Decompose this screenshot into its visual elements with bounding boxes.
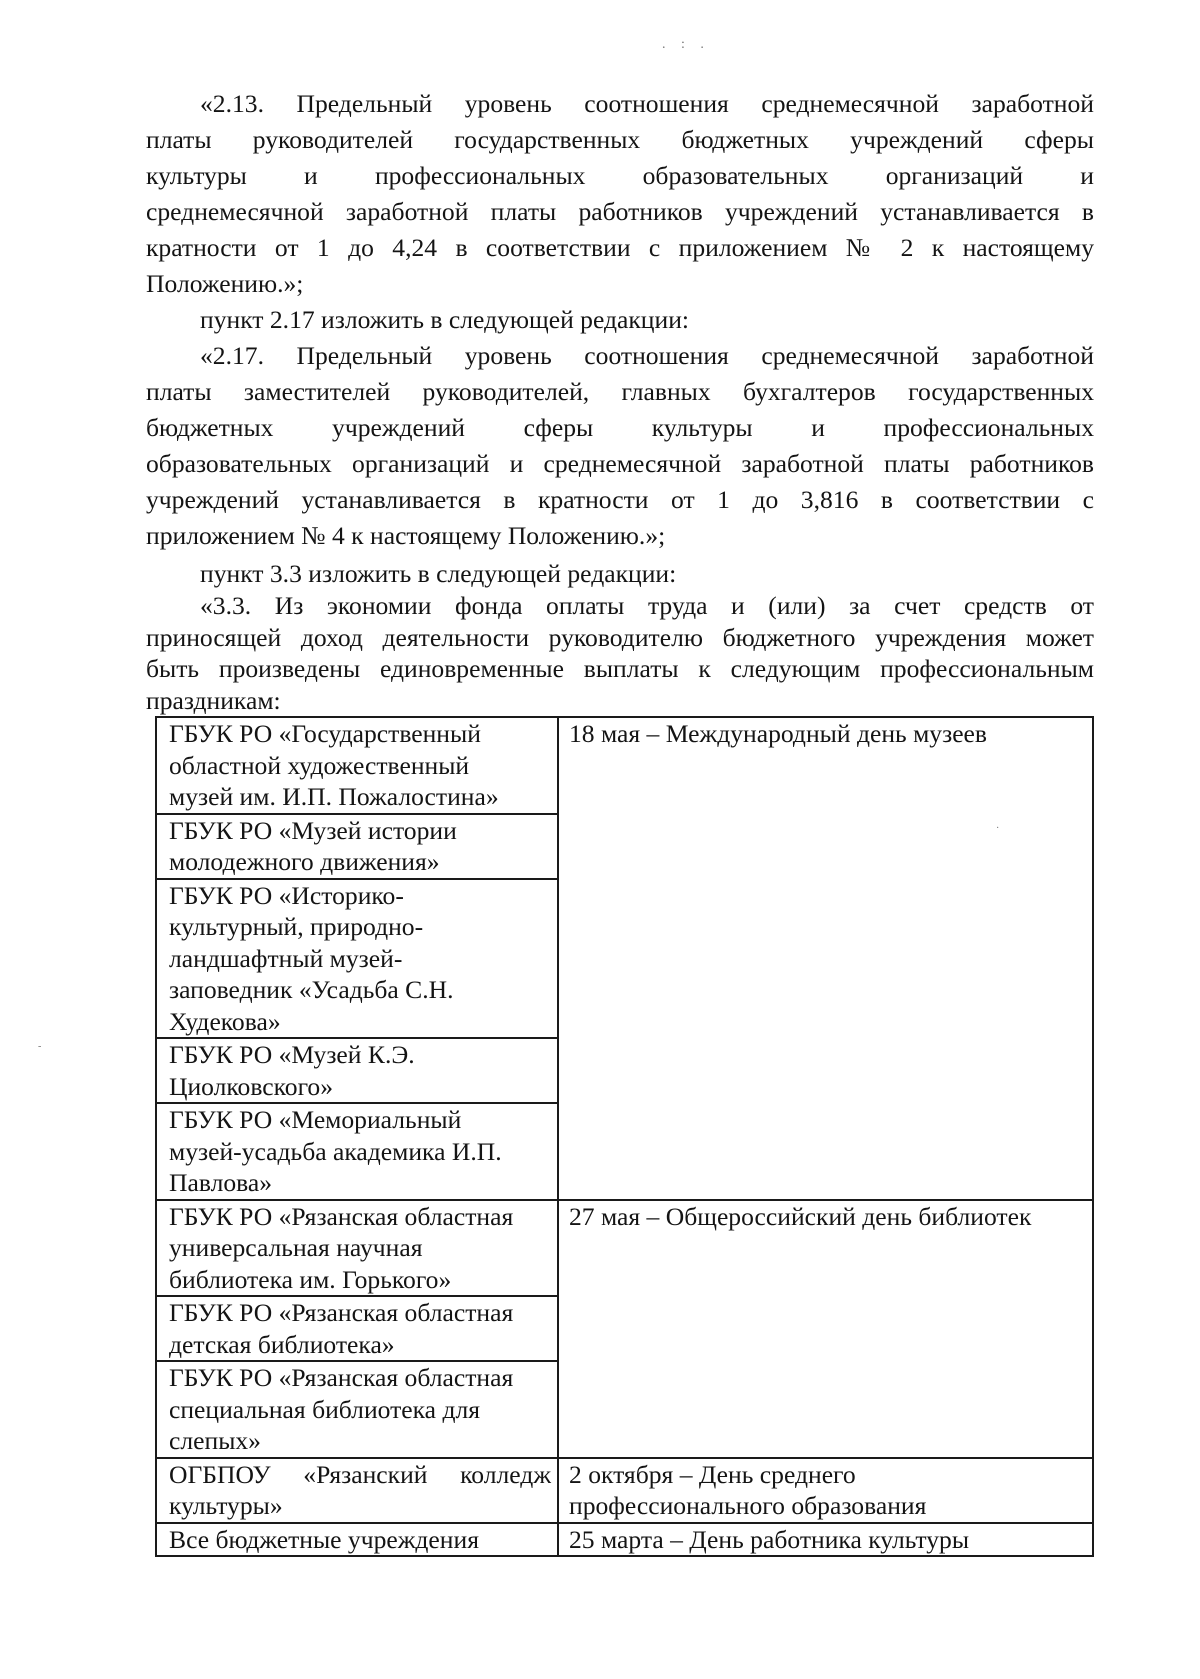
- paragraph-2-13: [146, 86, 1094, 302]
- paragraph-3-3: [146, 590, 1094, 716]
- paragraph-2-17-line: образовательных организаций и среднемесячной заработной платы работников: [146, 449, 1094, 478]
- org-cell: ГБУК РО «Государственный областной художественный музей им. И.П. Пожалостина»: [156, 717, 558, 814]
- paragraph-2-13-line: кратности от 1 до 4,24 в соответствии с приложением № 2 к настоящему: [146, 233, 1094, 262]
- intro-3-3: [146, 558, 1094, 590]
- paragraph-2-17-line: «2.17. Предельный уровень соотношения среднемесячной заработной: [200, 341, 1094, 370]
- holiday-cell: 18 мая – Международный день музеев: [558, 717, 1093, 1200]
- scan-speck-table: ·: [996, 823, 1006, 834]
- paragraph-2-13-line: среднемесячной заработной платы работников учреждений устанавливается в: [146, 197, 1094, 226]
- intro-2-17: [146, 302, 1094, 338]
- paragraph-2-13-line: культуры и профессиональных образовательных организаций и: [146, 161, 1094, 190]
- org-cell: Все бюджетные учреждения: [156, 1523, 558, 1557]
- paragraph-2-13-line: «2.13. Предельный уровень соотношения среднемесячной заработной: [200, 89, 1094, 118]
- org-cell: ГБУК РО «Рязанская областная детская библиотека»: [156, 1296, 558, 1361]
- paragraph-3-3-line: быть произведены единовременные выплаты к следующим профессиональным: [146, 654, 1094, 683]
- paragraph-2-17-line: бюджетных учреждений сферы культуры и профессиональных: [146, 413, 1094, 442]
- paragraph-2-13-line: Положению.»;: [146, 269, 304, 298]
- paragraph-2-17-line: приложением № 4 к настоящему Положению.»;: [146, 521, 666, 550]
- paragraph-2-17-line: учреждений устанавливается в кратности от 1 до 3,816 в соответствии с: [146, 485, 1094, 514]
- table-row: [156, 1458, 1093, 1523]
- paragraph-3-3-line: приносящей доход деятельности руководителю бюджетного учреждения может: [146, 622, 1094, 652]
- org-cell: ОГБПОУ «Рязанский колледж культуры»: [156, 1458, 558, 1523]
- org-cell: ГБУК РО «Мемориальный музей-усадьба академика И.П. Павлова»: [156, 1103, 558, 1200]
- org-cell: ГБУК РО «Музей истории молодежного движения»: [156, 814, 558, 879]
- org-cell: ГБУК РО «Рязанская областная специальная библиотека для слепых»: [156, 1361, 558, 1458]
- table-row: [156, 1523, 1093, 1557]
- table-row: [156, 1200, 1093, 1297]
- org-cell: ГБУК РО «Историко- культурный, природно- ландшафтный музей- заповедник «Усадьба С.Н. Худекова»: [156, 879, 558, 1039]
- paragraph-3-3-line: «3.3. Из экономии фонда оплаты труда и (или) за счет средств от: [200, 591, 1094, 620]
- paragraph-2-17: [146, 338, 1094, 554]
- table-row: [156, 717, 1093, 814]
- paragraph-2-13-line: платы руководителей государственных бюджетных учреждений сферы: [146, 125, 1094, 154]
- paragraph-3-3-line: праздникам:: [146, 685, 281, 715]
- org-cell: ГБУК РО «Рязанская областная универсальная научная библиотека им. Горького»: [156, 1200, 558, 1297]
- scan-speck-left: -: [38, 1041, 48, 1052]
- org-cell: ГБУК РО «Музей К.Э. Циолковского»: [156, 1038, 558, 1103]
- holiday-cell: 27 мая – Общероссийский день библиотек: [558, 1200, 1093, 1458]
- intro-3-3-text: пункт 3.3 изложить в следующей редакции:: [200, 559, 677, 588]
- holiday-cell: 25 марта – День работника культуры: [558, 1523, 1093, 1557]
- intro-2-17-text: пункт 2.17 изложить в следующей редакции:: [200, 305, 690, 334]
- header-scan-mark: . : .: [662, 37, 710, 52]
- paragraph-2-17-line: платы заместителей руководителей, главных бухгалтеров государственных: [146, 377, 1094, 406]
- holiday-cell: 2 октября – День среднего профессионального образования: [558, 1458, 1093, 1523]
- holidays-table: [155, 716, 1094, 1557]
